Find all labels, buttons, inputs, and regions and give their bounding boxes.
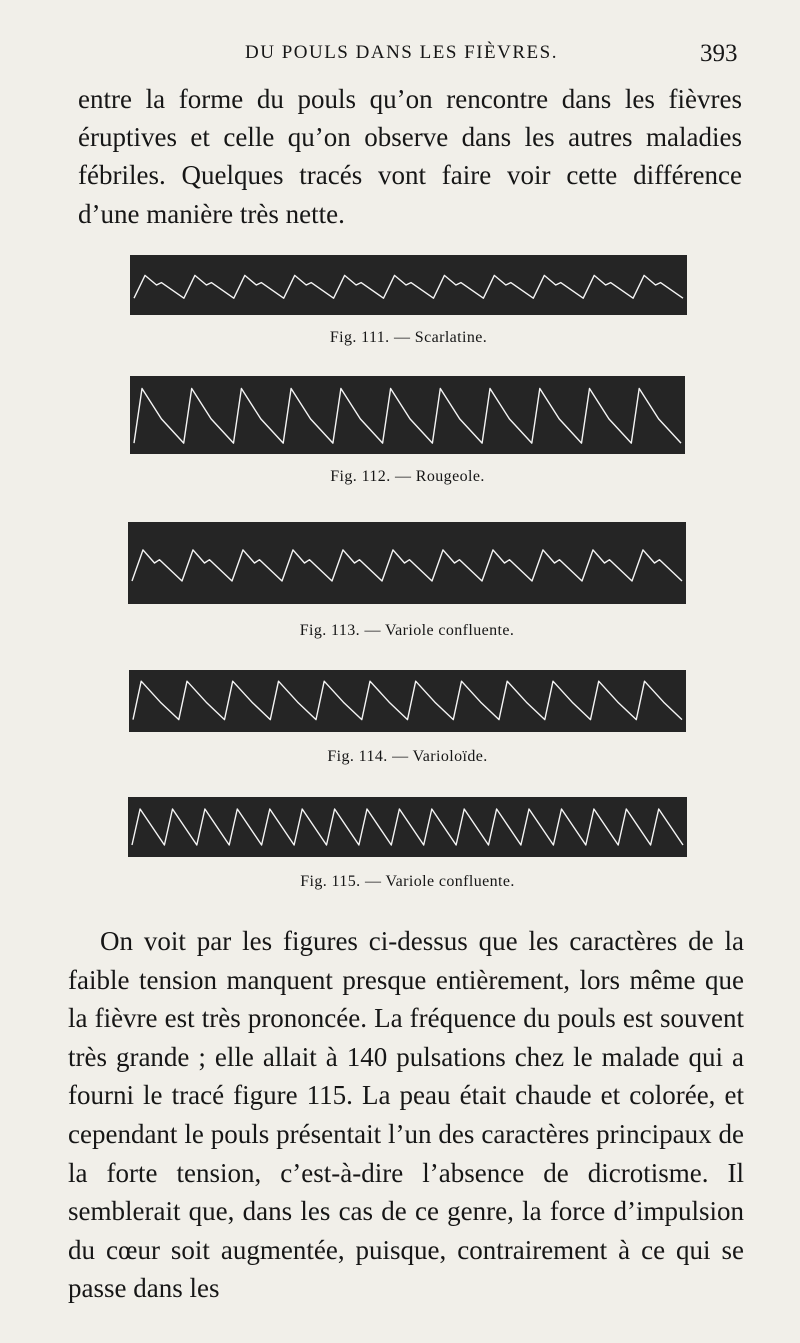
figure-caption-113: Fig. 113. — Variole confluente. [299,622,515,639]
figure-111 [130,255,687,350]
pulse-tracing-111 [130,255,687,315]
pulse-tracing-112 [130,376,685,454]
pulse-tracing-115 [128,797,687,857]
page-number: 393 [700,40,738,67]
running-head [0,36,800,72]
running-title: DU POULS DANS LES FIÈVRES. [245,42,558,63]
paragraph-top: entre la forme du pouls qu’on rencontre dans les fièvres éruptives et celle qu’on observe dans les autres maladies fébriles. Quelques tracés vont faire voir cette différence d’une manière très nette. [78,84,742,229]
paragraph-bottom: On voit par les figures ci-dessus que les caractères de la faible tension manquent presque entièrement, lors même que la fièvre est très prononcée. La fréquence du pouls est souvent très grande ; elle allait à 140 pulsations chez le malade qui a fourni le tracé figure 115. La peau était chaude et colorée, et cependant le pouls présentait l’un des caractères principaux de la forte tension, c’est-à-dire l’absence de dicrotisme. Il semblerait que, dans les cas de ce genre, la force d’impulsion du cœur soit augmentée, puisque, contrairement à ce qui se passe dans les [68,926,744,1304]
figure-112 [130,376,685,486]
pulse-curve [134,389,681,444]
figure-115 [128,797,687,897]
figure-caption-112: Fig. 112. — Rougeole. [330,468,485,485]
pulse-tracing-114 [129,670,686,732]
figure-113 [128,522,686,642]
figure-caption-115: Fig. 115. — Variole confluente. [300,873,515,890]
pulse-tracing-113 [128,522,686,604]
pulse-curve [132,809,683,845]
figure-caption-111: Fig. 111. — Scarlatine. [329,329,488,346]
pulse-curve [133,681,682,719]
pulse-curve [132,550,682,581]
pulse-curve [134,275,683,298]
figure-caption-114: Fig. 114. — Varioloïde. [327,748,488,765]
figure-114 [129,670,686,770]
